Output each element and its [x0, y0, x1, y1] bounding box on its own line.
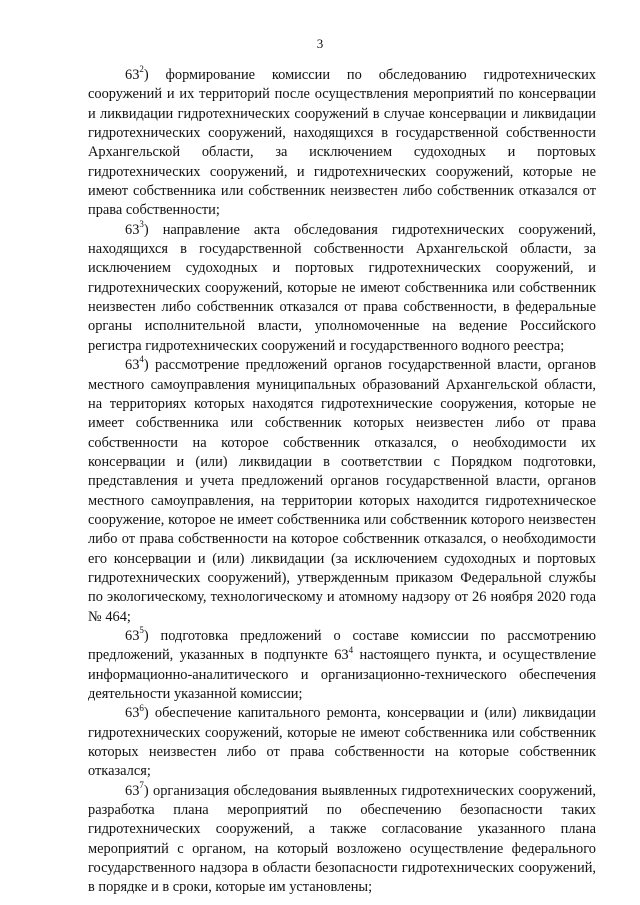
item-number: $63^6$	[125, 702, 144, 722]
item-number: $63^5$	[125, 625, 144, 644]
document-body	[88, 66, 596, 898]
page-number: 3	[316, 36, 324, 51]
paragraph-63-5	[88, 627, 596, 704]
paragraph-text: ) организация обследования выявленных гидротехнических сооружений, разработка плана мероприятий по обеспечению безопасности таких гидротехнических сооружений, а также согласование указанного плана мероприятий с органом, на который возложено осуществление федерального государственного надзора в области безопасности гидротехнических сооружений, в порядке и в сроки, которые им установлены;	[88, 782, 596, 896]
item-number: $63^4$	[125, 354, 144, 374]
item-number: $63^2$	[125, 64, 144, 83]
item-number: $63^7$	[125, 779, 144, 799]
paragraph-63-4	[88, 356, 596, 627]
paragraph-63-2	[88, 66, 596, 221]
paragraph-text: ) рассмотрение предложений органов государственной власти, органов местного самоуправления муниципальных образований Архангельской области, на территориях которых находятся гидротехнические сооружения, которые не имеет собственника или собственник которых неизвестен либо от права собственности на которое собственник отказался, о необходимости их консервации и (или) ликвидации в соответствии с Порядком подготовки, представления и учета предложений органов государственной власти, органов местного самоуправления, на территории которых находится гидротехническое сооружение, которое не имеет собственника или собственник которого неизвестен либо от права собственности на которое собственник отказался, о необходимости его консервации и (или) ликвидации (за исключением судоходных и портовых гидротехнических сооружений), утвержденным приказом Федеральной службы по экологическому, технологическому и атомному надзору от 26 ноября 2020 года № 464;	[88, 357, 596, 625]
paragraph-text: ) обеспечение капитального ремонта, консервации и (или) ликвидации гидротехнических сооружений, которые не имеют собственника или собственник которых неизвестен либо от права собственности на которые собственник отказался;	[88, 705, 596, 780]
paragraph-text: ) подготовка предложений о составе комиссии по рассмотрению предложений, указанных в подпункте 63	[88, 627, 596, 664]
paragraph-63-3	[88, 218, 596, 356]
paragraph-text: ) направление акта обследования гидротехнических сооружений, находящихся в государственной собственности Архангельской области, за исключением судоходных и портовых гидротехнических сооружений, и гидротехнических сооружений, которые не имеют собственника или собственник неизвестен либо собственник отказался от права собственности, в федеральные органы исполнительной власти, уполномоченные на ведение Российского регистра гидротехнических сооружений и государственного водного реестра;	[88, 221, 596, 354]
paragraph-63-6	[88, 704, 596, 781]
paragraph-text: ) формирование комиссии по обследованию гидротехнических сооружений и их территорий после осуществления мероприятий по консервации и ликвидации гидротехнических сооружений в случае консервации и ликвидации гидротехнических сооружений, находящихся в государственной собственности Архангельской области, за исключением судоходных и портовых гидротехнических сооружений, и гидротехнических сооружений, которые не имеют собственника или собственник неизвестен либо собственник отказался от права собственности;	[88, 67, 596, 219]
paragraph-text-continued: настоящего пункта, и осуществление информационно-аналитического и организационно-технического обеспечения деятельности указанной комиссии;	[88, 647, 596, 702]
reference-superscript: 4	[348, 644, 354, 655]
paragraph-63-7	[88, 779, 596, 898]
item-number: $63^3$	[125, 218, 144, 238]
